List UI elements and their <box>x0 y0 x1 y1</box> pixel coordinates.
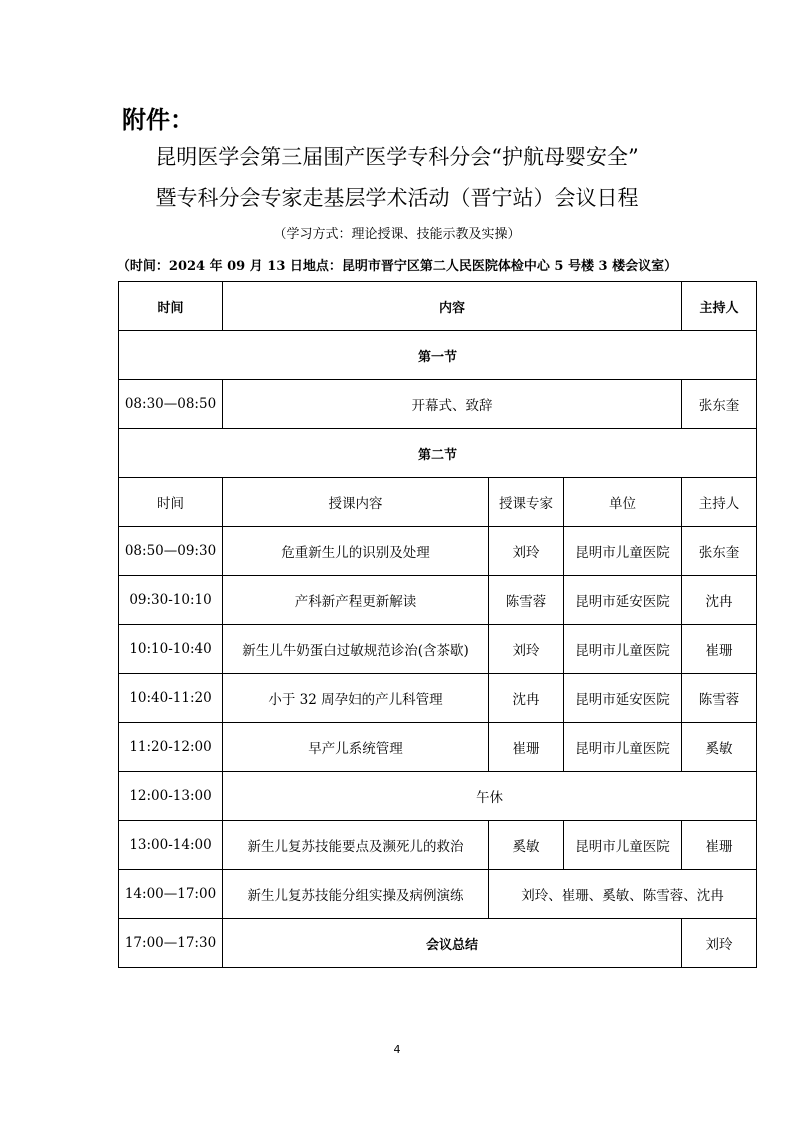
table-row <box>119 821 757 870</box>
row-time: 17:00—17:30 <box>119 919 223 968</box>
table-row <box>119 772 757 821</box>
table-row <box>119 625 757 674</box>
row-expert: 奚敏 <box>489 821 564 870</box>
title-line-1: 昆明医学会第三届围产医学专科分会“护航母婴安全” <box>155 145 639 169</box>
row-time: 13:00-14:00 <box>119 821 223 870</box>
table-row <box>119 380 757 429</box>
subheader-unit: 单位 <box>564 478 682 527</box>
table-row <box>119 919 757 968</box>
table-row <box>119 674 757 723</box>
row-content: 危重新生儿的识别及处理 <box>223 527 489 576</box>
row-host: 刘玲 <box>682 919 757 968</box>
attachment-label: 附件： <box>122 106 194 134</box>
row-content: 会议总结 <box>223 919 682 968</box>
title-line-2: 暨专科分会专家走基层学术活动（晋宁站）会议日程 <box>155 186 639 210</box>
page-number: 4 <box>393 1043 401 1056</box>
row-host: 崔珊 <box>682 625 757 674</box>
row-unit: 昆明市儿童医院 <box>564 527 682 576</box>
subheader-row <box>119 478 757 527</box>
table-header-row <box>119 282 757 331</box>
row-content: 午休 <box>223 772 757 821</box>
row-expert: 刘玲 <box>489 625 564 674</box>
row-unit: 昆明市儿童医院 <box>564 723 682 772</box>
row-time: 09:30-10:10 <box>119 576 223 625</box>
subheader-expert: 授课专家 <box>489 478 564 527</box>
row-time: 10:40-11:20 <box>119 674 223 723</box>
section1-title: 第一节 <box>119 331 757 380</box>
row-host: 张东奎 <box>682 380 757 429</box>
learning-method: （学习方式：理论授课、技能示教及实操） <box>273 227 521 242</box>
row-content: 新生儿复苏技能分组实操及病例演练 <box>223 870 489 919</box>
row-host: 张东奎 <box>682 527 757 576</box>
row-host: 陈雪蓉 <box>682 674 757 723</box>
section-row <box>119 429 757 478</box>
row-time: 12:00-13:00 <box>119 772 223 821</box>
subheader-time: 时间 <box>119 478 223 527</box>
table-row <box>119 527 757 576</box>
section2-title: 第二节 <box>119 429 757 478</box>
table-row <box>119 870 757 919</box>
row-host: 沈冉 <box>682 576 757 625</box>
subheader-host: 主持人 <box>682 478 757 527</box>
row-content: 新生儿复苏技能要点及濒死儿的救治 <box>223 821 489 870</box>
time-location: （时间：2024 年 09 月 13 日地点：昆明市晋宁区第二人民医院体检中心 5 号楼 3 楼会议室） <box>116 259 678 274</box>
schedule-table <box>118 281 757 968</box>
subheader-content: 授课内容 <box>223 478 489 527</box>
row-content: 开幕式、致辞 <box>223 380 682 429</box>
row-content: 小于 32 周孕妇的产儿科管理 <box>223 674 489 723</box>
row-time: 10:10-10:40 <box>119 625 223 674</box>
header-host: 主持人 <box>682 282 757 331</box>
row-unit: 昆明市延安医院 <box>564 674 682 723</box>
row-time: 08:30—08:50 <box>119 380 223 429</box>
header-content: 内容 <box>223 282 682 331</box>
row-experts: 刘玲、崔珊、奚敏、陈雪蓉、沈冉 <box>489 870 757 919</box>
row-time: 08:50—09:30 <box>119 527 223 576</box>
row-expert: 崔珊 <box>489 723 564 772</box>
row-content: 早产儿系统管理 <box>223 723 489 772</box>
row-time: 14:00—17:00 <box>119 870 223 919</box>
row-host: 崔珊 <box>682 821 757 870</box>
row-unit: 昆明市儿童医院 <box>564 821 682 870</box>
header-time: 时间 <box>119 282 223 331</box>
row-unit: 昆明市延安医院 <box>564 576 682 625</box>
row-host: 奚敏 <box>682 723 757 772</box>
row-time: 11:20-12:00 <box>119 723 223 772</box>
row-unit: 昆明市儿童医院 <box>564 625 682 674</box>
row-expert: 沈冉 <box>489 674 564 723</box>
row-content: 新生儿牛奶蛋白过敏规范诊治(含茶歇) <box>223 625 489 674</box>
row-expert: 刘玲 <box>489 527 564 576</box>
table-row <box>119 723 757 772</box>
table-row <box>119 576 757 625</box>
row-content: 产科新产程更新解读 <box>223 576 489 625</box>
row-expert: 陈雪蓉 <box>489 576 564 625</box>
section-row <box>119 331 757 380</box>
